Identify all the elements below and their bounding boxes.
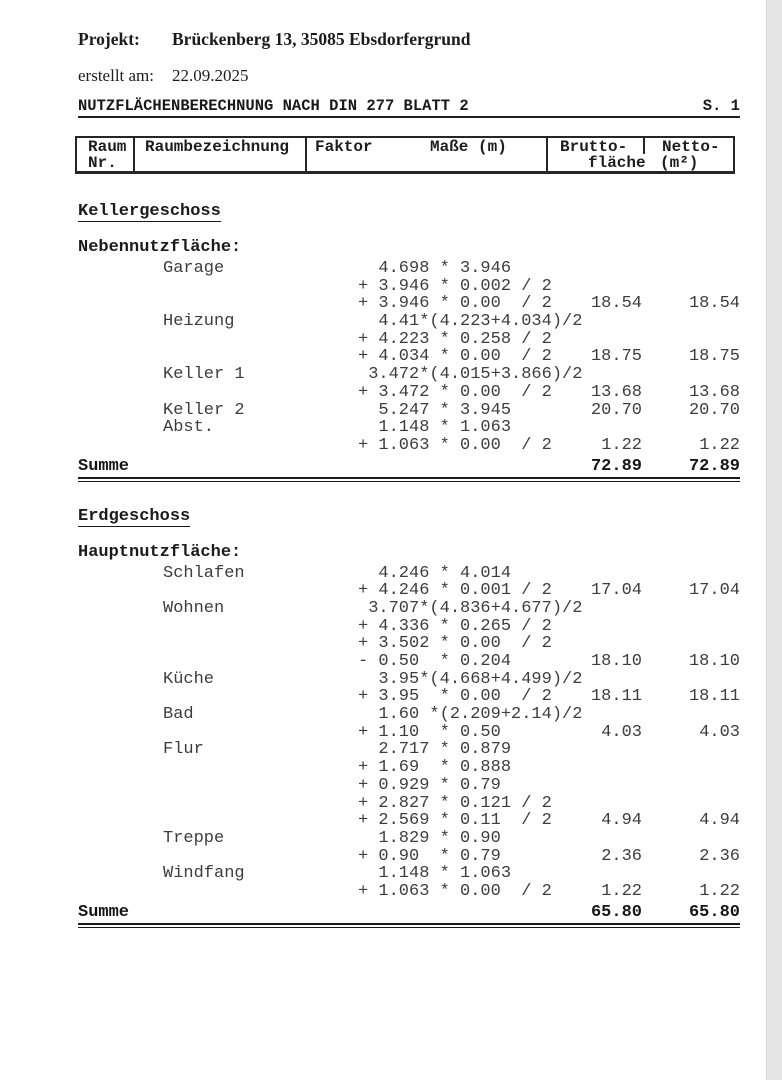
table-row [78, 348, 740, 366]
column-divider [643, 138, 645, 154]
room-label: Garage [163, 259, 225, 278]
table-row [78, 635, 740, 653]
room-label: Keller 1 [163, 365, 245, 385]
table-row [78, 848, 740, 866]
table-row [78, 278, 740, 296]
table-row [78, 419, 740, 437]
table-row [78, 313, 740, 331]
table-row [78, 671, 740, 689]
netto-value: 1.22 [699, 881, 740, 901]
created-value: 22.09.2025 [172, 66, 249, 85]
table-row [78, 402, 740, 420]
formula-text: 1.60 *(2.209+2.14)/2 [358, 705, 583, 725]
column-divider [133, 138, 135, 171]
table-header [75, 136, 735, 174]
table-row [78, 777, 740, 795]
formula-text: + 4.336 * 0.265 / 2 [358, 616, 552, 636]
formula-text: + 3.946 * 0.002 / 2 [358, 276, 552, 296]
brutto-value: 1.22 [601, 435, 642, 455]
formula-text: + 3.95 * 0.00 / 2 [358, 687, 552, 707]
page-number: S. 1 [702, 97, 740, 115]
formula-text: + 1.69 * 0.888 [358, 758, 512, 778]
formula-text: 2.717 * 0.879 [358, 740, 512, 760]
section-heading: Kellergeschoss [78, 202, 221, 221]
header-raum: Raum [88, 138, 127, 156]
summe-row [78, 904, 740, 925]
formula-text: + 4.223 * 0.258 / 2 [358, 329, 552, 349]
table-row [78, 830, 740, 848]
table-row [78, 759, 740, 777]
room-label: Abst. [163, 418, 215, 438]
table-row [78, 582, 740, 600]
document-meta [78, 0, 740, 85]
table-row [78, 812, 740, 830]
header-faktor: Faktor [315, 138, 373, 156]
project-label: Projekt: [78, 29, 140, 49]
formula-text: + 0.929 * 0.79 [358, 775, 501, 795]
created-row [78, 67, 740, 85]
room-label: Wohnen [163, 598, 225, 618]
netto-value: 4.94 [699, 811, 740, 831]
netto-value: 20.70 [688, 400, 740, 420]
created-label: erstellt am: [78, 66, 155, 85]
brutto-value: 1.22 [601, 881, 642, 901]
netto-value: 18.75 [688, 347, 740, 367]
brutto-value: 18.54 [590, 294, 642, 314]
formula-text: + 2.827 * 0.121 / 2 [358, 793, 552, 813]
room-label: Treppe [163, 828, 225, 848]
table-row [78, 437, 740, 455]
room-label: Küche [163, 669, 215, 689]
formula-text: + 3.472 * 0.00 / 2 [358, 382, 552, 402]
section [78, 508, 740, 925]
room-label: Flur [163, 740, 204, 760]
section-heading-row [78, 203, 740, 220]
table-row [78, 653, 740, 671]
summe-row [78, 458, 740, 479]
netto-value: 2.36 [699, 846, 740, 866]
formula-text: + 4.034 * 0.00 / 2 [358, 347, 552, 367]
formula-text: 3.707*(4.836+4.677)/2 [358, 598, 583, 618]
formula-text: + 1.10 * 0.50 [358, 722, 501, 742]
brutto-value: 20.70 [590, 400, 642, 420]
project-value: Brückenberg 13, 35085 Ebsdorfergrund [172, 29, 471, 49]
brutto-value: 18.75 [590, 347, 642, 367]
table-row [78, 724, 740, 742]
brutto-value: 13.68 [590, 382, 642, 402]
formula-text: 1.829 * 0.90 [358, 828, 501, 848]
netto-value: 4.03 [699, 722, 740, 742]
formula-text: 3.95*(4.668+4.499)/2 [358, 669, 583, 689]
room-label: Schlafen [163, 563, 245, 583]
table-row [78, 600, 740, 618]
project-row [78, 30, 740, 48]
document-title-row [78, 98, 740, 118]
formula-text: 1.148 * 1.063 [358, 864, 512, 884]
summe-label: Summe [78, 456, 130, 476]
header-brutto: Brutto- [560, 138, 628, 156]
netto-value: 13.68 [688, 382, 740, 402]
column-divider [305, 138, 307, 171]
room-label: Heizung [163, 312, 235, 332]
formula-text: 4.698 * 3.946 [358, 259, 512, 278]
table-row [78, 565, 740, 583]
summe-netto: 65.80 [688, 902, 740, 922]
section [78, 203, 740, 479]
formula-text: + 1.063 * 0.00 / 2 [358, 435, 552, 455]
table-row [78, 295, 740, 313]
sections [78, 203, 740, 925]
table-row [78, 795, 740, 813]
brutto-value: 4.94 [601, 811, 642, 831]
section-rows [78, 260, 740, 455]
formula-text: 4.246 * 4.014 [358, 563, 512, 583]
summe-brutto: 65.80 [590, 902, 642, 922]
formula-text: 1.148 * 1.063 [358, 418, 512, 438]
section-subheading: Nebennutzfläche: [78, 238, 242, 257]
brutto-value: 4.03 [601, 722, 642, 742]
brutto-value: 2.36 [601, 846, 642, 866]
page-content [78, 0, 740, 925]
formula-text: + 3.946 * 0.00 / 2 [358, 294, 552, 314]
page-edge-shade [766, 0, 782, 1080]
netto-value: 1.22 [699, 435, 740, 455]
table-row [78, 260, 740, 278]
table-row [78, 384, 740, 402]
brutto-value: 17.04 [590, 581, 642, 601]
formula-text: 4.41*(4.223+4.034)/2 [358, 312, 583, 332]
brutto-value: 18.10 [590, 652, 642, 671]
section-heading: Erdgeschoss [78, 506, 191, 526]
formula-text: - 0.50 * 0.204 [358, 652, 512, 671]
netto-value: 18.10 [688, 652, 740, 671]
summe-netto: 72.89 [688, 456, 740, 476]
table-row [78, 706, 740, 724]
netto-value: 18.54 [688, 294, 740, 314]
formula-text: + 2.569 * 0.11 / 2 [358, 811, 552, 831]
formula-text: 5.247 * 3.945 [358, 400, 512, 420]
section-rows [78, 565, 740, 901]
table-row [78, 865, 740, 883]
netto-value: 17.04 [688, 581, 740, 601]
formula-text: + 3.502 * 0.00 / 2 [358, 634, 552, 654]
document-title: NUTZFLÄCHENBERECHNUNG NACH DIN 277 BLATT 2 [78, 97, 469, 115]
section-heading-row [78, 508, 740, 525]
table-row [78, 618, 740, 636]
section-subheading: Hauptnutzfläche: [78, 542, 242, 562]
brutto-value: 18.11 [590, 687, 642, 707]
column-divider [546, 138, 548, 171]
header-nr: Nr. [88, 154, 117, 172]
formula-text: + 1.063 * 0.00 / 2 [358, 881, 552, 901]
summe-brutto: 72.89 [590, 456, 642, 476]
table-row [78, 883, 740, 901]
header-m2: (m²) [660, 154, 699, 172]
room-label: Keller 2 [163, 400, 245, 420]
netto-value: 18.11 [688, 687, 740, 707]
summe-label: Summe [78, 902, 130, 922]
header-masse: Maße (m) [430, 138, 507, 156]
table-row [78, 688, 740, 706]
formula-text: 3.472*(4.015+3.866)/2 [358, 365, 583, 385]
header-flaeche: fläche [588, 154, 646, 172]
table-row [78, 741, 740, 759]
formula-text: + 4.246 * 0.001 / 2 [358, 581, 552, 601]
room-label: Bad [163, 705, 194, 725]
formula-text: + 0.90 * 0.79 [358, 846, 501, 866]
table-row [78, 366, 740, 384]
header-netto: Netto- [662, 138, 720, 156]
table-row [78, 331, 740, 349]
header-raumbezeichnung: Raumbezeichnung [145, 138, 290, 156]
room-label: Windfang [163, 864, 245, 884]
